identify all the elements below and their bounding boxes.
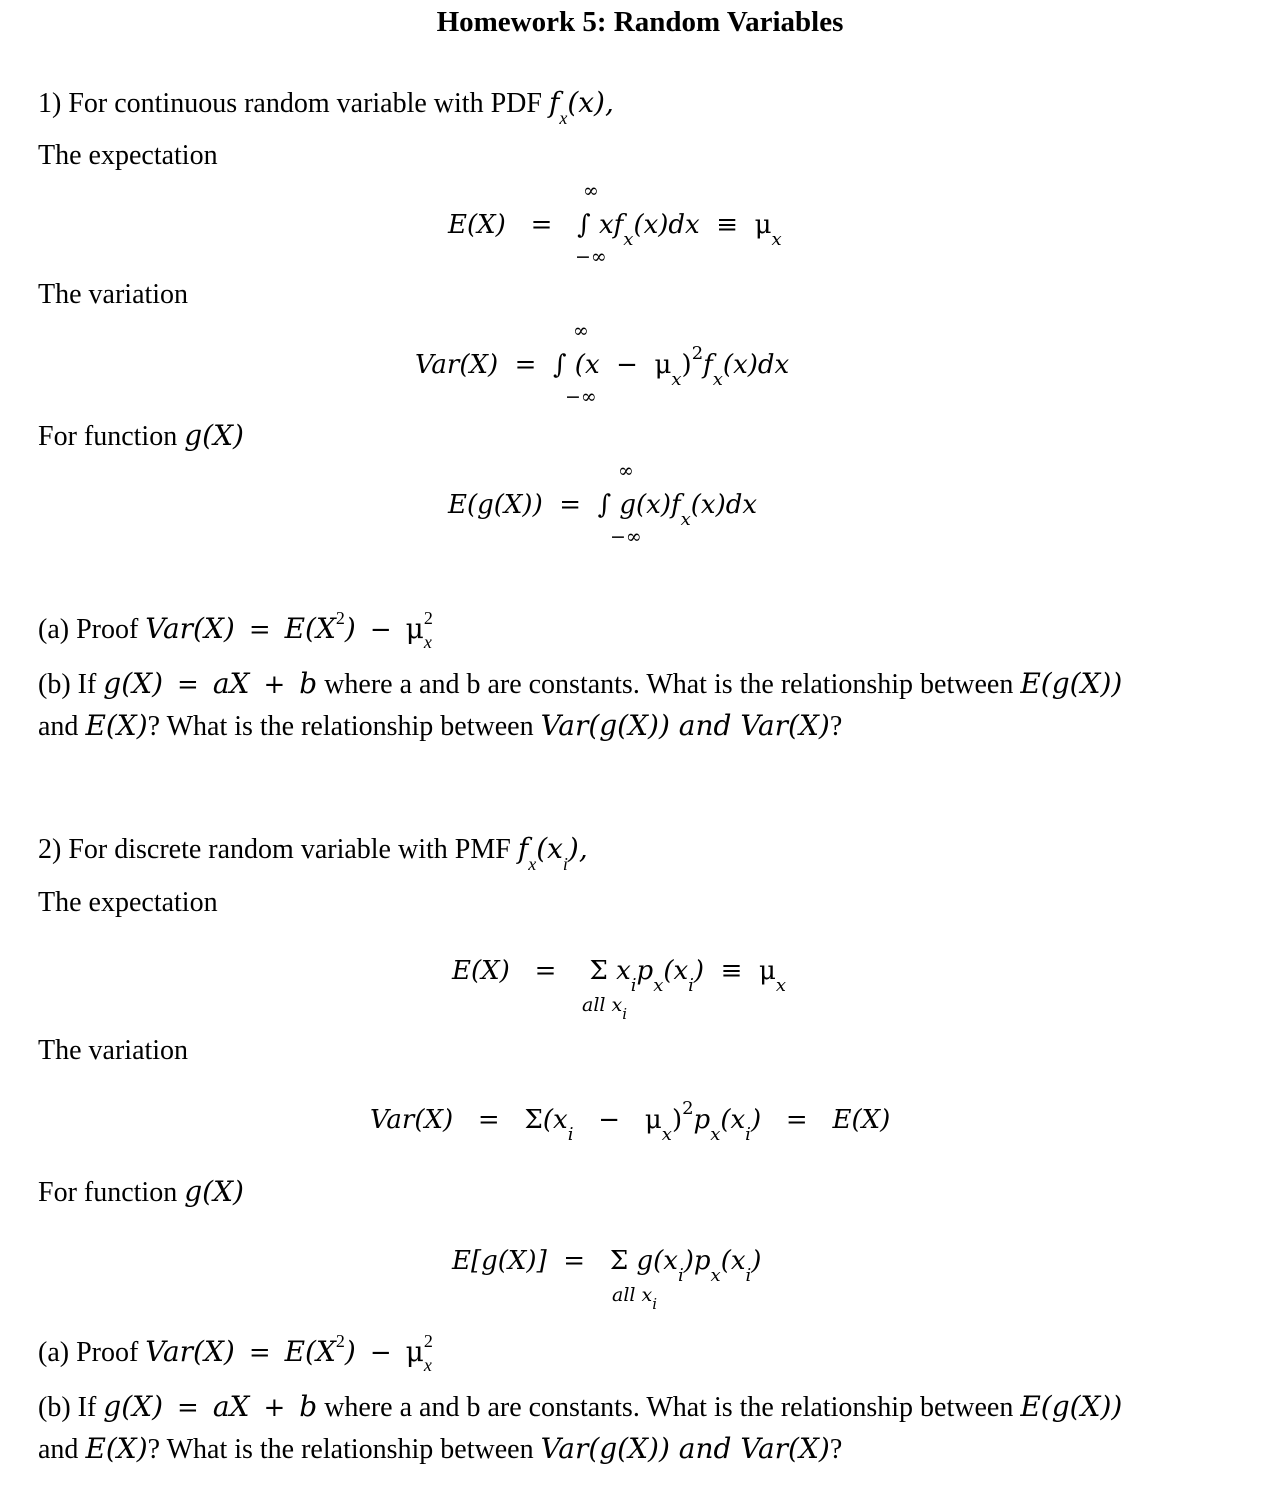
question-a-prefix: (a) Proof — [38, 614, 139, 645]
close-paren: ) — [681, 350, 692, 380]
eq-p-sub: x — [710, 1265, 721, 1286]
part2-question-a — [38, 1331, 438, 1375]
question-b-egx: E(g(X)) — [1020, 667, 1123, 700]
function-label-text: For function — [38, 421, 178, 452]
minus-sign: − — [369, 615, 392, 645]
sigma-sign: Σ — [609, 1246, 629, 1276]
eq-body-close: ) — [683, 1246, 694, 1276]
part1-question-b-line2 — [38, 709, 842, 743]
part1-eq1-upper: ∞ — [583, 180, 599, 202]
eq-equals: = — [248, 1338, 271, 1368]
sigma-sign: Σ — [524, 1105, 543, 1135]
part1-eq2-lower: −∞ — [565, 386, 597, 408]
question-b-b: b — [299, 667, 318, 700]
eq-equals-2: = — [785, 1105, 808, 1135]
question-b-egx: E(g(X)) — [1020, 1390, 1123, 1423]
part2-eq-function — [452, 1246, 762, 1286]
question-a-sq: 2 — [335, 608, 345, 628]
question-b-and: and — [38, 711, 79, 742]
eq-p-sub: x — [710, 1124, 721, 1145]
part1-pdf: f — [548, 86, 560, 119]
minus-sign: − — [369, 1338, 392, 1368]
eq-arg: (x — [720, 1105, 746, 1135]
question-b-ex: E(X) — [85, 709, 148, 742]
question-b-ex: E(X) — [85, 1432, 148, 1465]
part1-function-label — [38, 419, 244, 453]
eq-p: p — [693, 1246, 711, 1276]
eq-lhs: Var(X) — [415, 350, 499, 380]
eq-equals: = — [563, 1246, 586, 1276]
eq-rhs: E(X) — [832, 1105, 891, 1135]
part2-eq-variation — [370, 1098, 891, 1145]
equiv-sign: ≡ — [716, 210, 739, 240]
eq-open-sub: i — [567, 1124, 574, 1145]
part2-variation-label: The variation — [38, 1035, 189, 1066]
eq-arg-close: ) — [750, 1105, 762, 1135]
question-a-prefix: (a) Proof — [38, 1337, 139, 1368]
eq-p-sub: x — [653, 975, 664, 996]
part1-eq3-lower: −∞ — [610, 526, 642, 548]
part2-eq-expectation — [452, 956, 786, 996]
plus-sign: + — [263, 670, 286, 700]
question-b-text: where a and b are constants. What is the relationship between — [324, 1392, 1014, 1423]
function-name: g(X) — [184, 419, 244, 452]
eq-p: p — [636, 956, 654, 986]
eq-equals: = — [530, 210, 553, 240]
eq-body: x — [616, 956, 631, 986]
question-a-var: Var(X) — [145, 612, 235, 645]
part1-question-a — [38, 608, 438, 652]
eq-arg: (x — [720, 1246, 746, 1276]
question-b-ax: aX — [212, 1390, 250, 1423]
question-a-close: ) — [344, 612, 356, 645]
question-a-sq: 2 — [335, 1331, 345, 1351]
eq-f: f — [703, 350, 713, 380]
mu-symbol: μ — [754, 210, 772, 240]
question-a-var: Var(X) — [145, 1335, 235, 1368]
part2-intro-text: 2) For discrete random variable with PMF — [38, 834, 511, 865]
part1-pdf-sub: x — [559, 108, 568, 128]
plus-sign: + — [263, 1393, 286, 1423]
mu-symbol: μ — [405, 1335, 424, 1368]
part1-expectation-label: The expectation — [38, 140, 218, 171]
eq-close: ) — [693, 956, 705, 986]
part2-pmf-close: ), — [567, 832, 588, 865]
eq-equals: = — [177, 670, 199, 700]
mu-sub: x — [771, 229, 782, 250]
eq-arg-sub: i — [745, 1124, 751, 1145]
part1-eq-expectation — [448, 210, 782, 250]
part2-intro — [38, 832, 588, 874]
eq-lhs: E[g(X)] — [452, 1246, 547, 1276]
eq-arg-close: ) — [751, 1246, 762, 1276]
part1-eq-variation — [415, 343, 790, 390]
mu-sub: x — [423, 632, 432, 652]
part1-intro-text: 1) For continuous random variable with PDF — [38, 88, 542, 119]
part2-pmf-sub: x — [528, 854, 537, 874]
question-b-g: g(X) — [103, 667, 164, 700]
eq-body: xf — [598, 210, 624, 240]
part1-eq3-upper: ∞ — [618, 460, 634, 482]
part2-eq3-under: all $x_i$ — [612, 1284, 658, 1313]
part1-eq1-lower: −∞ — [575, 246, 607, 268]
part2-question-b-line2 — [38, 1432, 842, 1466]
sigma-sign: Σ — [589, 956, 608, 986]
eq-f-sub: x — [712, 369, 723, 390]
eq-body-sub: x — [680, 509, 691, 530]
part2-pmf-arg-sub: i — [562, 854, 568, 874]
eq-lhs: E(g(X)) — [448, 490, 543, 520]
eq-arg-sub: i — [745, 1265, 752, 1286]
equiv-sign: ≡ — [720, 956, 743, 986]
eq-arg: (x — [663, 956, 689, 986]
question-b-b: b — [299, 1390, 318, 1423]
mu-sub: x — [661, 1124, 672, 1145]
eq-equals: = — [534, 956, 557, 986]
mu-sub: x — [671, 369, 682, 390]
eq-open: (x — [542, 1105, 568, 1135]
question-b-ax: aX — [212, 667, 250, 700]
part2-function-label — [38, 1175, 244, 1209]
integral-sign: ∫ — [597, 490, 612, 520]
eq-equals: = — [248, 615, 271, 645]
eq-open: (x — [574, 350, 600, 380]
question-b-vargx: Var(g(X)) and Var(X) — [540, 1432, 830, 1465]
question-a-ex: E(X — [284, 612, 336, 645]
integral-sign: ∫ — [577, 210, 591, 240]
eq-lhs: E(X) — [452, 956, 510, 986]
question-b-prefix: (b) If — [38, 669, 97, 700]
mu-squared: 2 — [423, 1331, 433, 1351]
minus-sign: − — [598, 1105, 621, 1135]
square-exponent: 2 — [682, 1098, 694, 1119]
part2-pmf-arg: (x — [536, 832, 563, 865]
eq-body-sub: x — [623, 229, 634, 250]
part2-question-b-line1 — [38, 1390, 1122, 1424]
question-b-text2: ? What is the relationship between — [147, 711, 534, 742]
question-b-and: and — [38, 1434, 79, 1465]
question-a-close: ) — [344, 1335, 356, 1368]
close-paren: ) — [671, 1105, 683, 1135]
minus-sign: − — [616, 350, 638, 380]
eq-body: g(x — [636, 1246, 678, 1276]
question-b-end: ? — [829, 1434, 843, 1465]
eq-body-sub: i — [677, 1265, 684, 1286]
eq-body-rest: (x)dx — [722, 350, 790, 380]
question-a-ex: E(X — [284, 1335, 336, 1368]
mu-symbol: μ — [644, 1105, 662, 1135]
eq-equals: = — [477, 1105, 500, 1135]
question-b-text2: ? What is the relationship between — [147, 1434, 534, 1465]
eq-arg-sub: i — [688, 975, 694, 996]
eq-equals: = — [514, 350, 537, 380]
mu-squared: 2 — [423, 608, 433, 628]
part1-variation-label: The variation — [38, 279, 189, 310]
part1-eq-function — [448, 490, 758, 530]
part2-pmf: f — [517, 832, 529, 865]
page-title: Homework 5: Random Variables — [436, 6, 844, 38]
mu-symbol: μ — [654, 350, 672, 380]
mu-symbol: μ — [758, 956, 776, 986]
eq-body-rest: (x)dx — [633, 210, 700, 240]
eq-lhs: E(X) — [448, 210, 506, 240]
question-b-text: where a and b are constants. What is the relationship between — [324, 669, 1014, 700]
function-name: g(X) — [184, 1175, 244, 1208]
mu-sub: x — [775, 975, 786, 996]
square-exponent: 2 — [691, 343, 704, 364]
part1-eq2-upper: ∞ — [573, 320, 589, 342]
eq-p: p — [693, 1105, 711, 1135]
integral-sign: ∫ — [552, 350, 567, 380]
mu-sub: x — [423, 1355, 432, 1375]
question-b-prefix: (b) If — [38, 1392, 97, 1423]
eq-body: g(x)f — [619, 490, 681, 520]
part2-expectation-label: The expectation — [38, 887, 218, 918]
mu-symbol: μ — [405, 612, 424, 645]
part1-question-b-line1 — [38, 667, 1122, 701]
eq-equals: = — [177, 1393, 199, 1423]
part1-intro — [38, 86, 614, 128]
eq-equals: = — [559, 490, 582, 520]
question-b-end: ? — [829, 711, 843, 742]
part2-eq1-under: all $x_i$ — [582, 994, 628, 1023]
eq-lhs: Var(X) — [370, 1105, 454, 1135]
question-b-vargx: Var(g(X)) and Var(X) — [540, 709, 830, 742]
eq-body-rest: (x)dx — [690, 490, 758, 520]
question-b-g: g(X) — [103, 1390, 164, 1423]
part1-pdf-arg: (x), — [567, 86, 614, 119]
eq-body-sub: i — [630, 975, 637, 996]
function-label-text: For function — [38, 1177, 178, 1208]
